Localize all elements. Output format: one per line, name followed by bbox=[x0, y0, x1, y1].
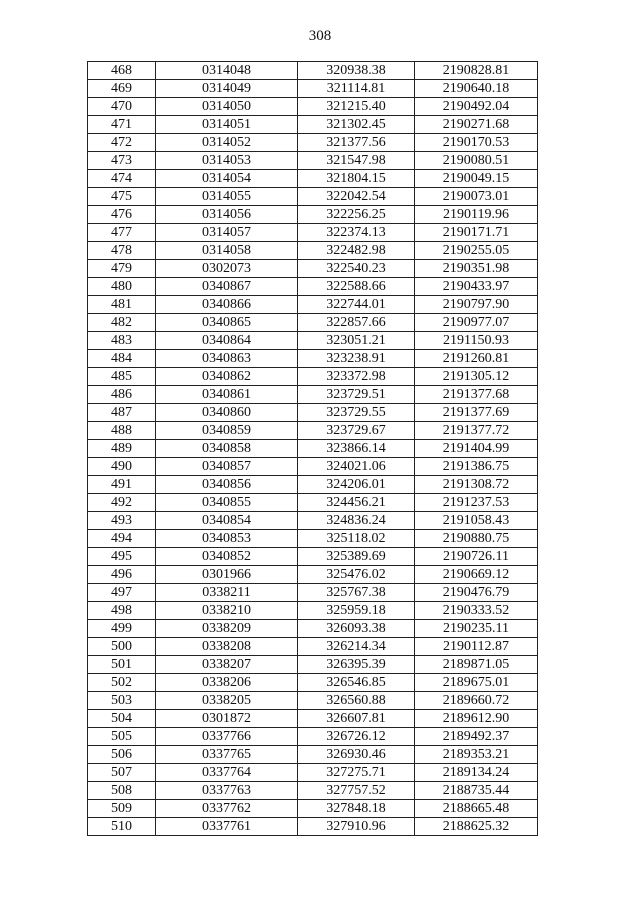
point-code-cell: 0340867 bbox=[156, 278, 298, 296]
x-coordinate-cell: 322482.98 bbox=[298, 242, 415, 260]
x-coordinate-cell: 321215.40 bbox=[298, 98, 415, 116]
point-number-cell: 493 bbox=[88, 512, 156, 530]
y-coordinate-cell: 2190170.53 bbox=[415, 134, 538, 152]
point-code-cell: 0338206 bbox=[156, 674, 298, 692]
table-row bbox=[88, 314, 538, 332]
y-coordinate-cell: 2190351.98 bbox=[415, 260, 538, 278]
point-code-cell: 0314056 bbox=[156, 206, 298, 224]
point-number-cell: 468 bbox=[88, 62, 156, 80]
point-code-cell: 0338210 bbox=[156, 602, 298, 620]
point-number-cell: 477 bbox=[88, 224, 156, 242]
x-coordinate-cell: 322256.25 bbox=[298, 206, 415, 224]
x-coordinate-cell: 322588.66 bbox=[298, 278, 415, 296]
table-row bbox=[88, 170, 538, 188]
point-code-cell: 0337766 bbox=[156, 728, 298, 746]
x-coordinate-cell: 321114.81 bbox=[298, 80, 415, 98]
point-number-cell: 497 bbox=[88, 584, 156, 602]
table-row bbox=[88, 62, 538, 80]
point-number-cell: 491 bbox=[88, 476, 156, 494]
y-coordinate-cell: 2190726.11 bbox=[415, 548, 538, 566]
point-number-cell: 476 bbox=[88, 206, 156, 224]
point-code-cell: 0302073 bbox=[156, 260, 298, 278]
point-number-cell: 480 bbox=[88, 278, 156, 296]
x-coordinate-cell: 322744.01 bbox=[298, 296, 415, 314]
point-code-cell: 0314055 bbox=[156, 188, 298, 206]
point-code-cell: 0314049 bbox=[156, 80, 298, 98]
point-code-cell: 0314058 bbox=[156, 242, 298, 260]
point-code-cell: 0340853 bbox=[156, 530, 298, 548]
x-coordinate-cell: 322042.54 bbox=[298, 188, 415, 206]
point-code-cell: 0340855 bbox=[156, 494, 298, 512]
x-coordinate-cell: 327275.71 bbox=[298, 764, 415, 782]
point-code-cell: 0340852 bbox=[156, 548, 298, 566]
point-number-cell: 472 bbox=[88, 134, 156, 152]
point-code-cell: 0340860 bbox=[156, 404, 298, 422]
x-coordinate-cell: 323051.21 bbox=[298, 332, 415, 350]
x-coordinate-cell: 322540.23 bbox=[298, 260, 415, 278]
point-code-cell: 0340866 bbox=[156, 296, 298, 314]
y-coordinate-cell: 2190828.81 bbox=[415, 62, 538, 80]
point-number-cell: 483 bbox=[88, 332, 156, 350]
x-coordinate-cell: 321377.56 bbox=[298, 134, 415, 152]
x-coordinate-cell: 323238.91 bbox=[298, 350, 415, 368]
point-number-cell: 492 bbox=[88, 494, 156, 512]
point-code-cell: 0340861 bbox=[156, 386, 298, 404]
table-row bbox=[88, 782, 538, 800]
point-code-cell: 0314057 bbox=[156, 224, 298, 242]
table-row bbox=[88, 566, 538, 584]
table-row bbox=[88, 710, 538, 728]
point-number-cell: 482 bbox=[88, 314, 156, 332]
table-row bbox=[88, 116, 538, 134]
point-code-cell: 0337763 bbox=[156, 782, 298, 800]
page-number: 308 bbox=[308, 28, 332, 44]
point-number-cell: 509 bbox=[88, 800, 156, 818]
point-number-cell: 494 bbox=[88, 530, 156, 548]
x-coordinate-cell: 325767.38 bbox=[298, 584, 415, 602]
table-row bbox=[88, 584, 538, 602]
y-coordinate-cell: 2190880.75 bbox=[415, 530, 538, 548]
point-number-cell: 475 bbox=[88, 188, 156, 206]
y-coordinate-cell: 2189675.01 bbox=[415, 674, 538, 692]
y-coordinate-cell: 2190049.15 bbox=[415, 170, 538, 188]
y-coordinate-cell: 2190669.12 bbox=[415, 566, 538, 584]
point-number-cell: 487 bbox=[88, 404, 156, 422]
table-row bbox=[88, 368, 538, 386]
y-coordinate-cell: 2189492.37 bbox=[415, 728, 538, 746]
x-coordinate-cell: 321547.98 bbox=[298, 152, 415, 170]
x-coordinate-cell: 324456.21 bbox=[298, 494, 415, 512]
y-coordinate-cell: 2190333.52 bbox=[415, 602, 538, 620]
table-row bbox=[88, 242, 538, 260]
y-coordinate-cell: 2191377.69 bbox=[415, 404, 538, 422]
point-code-cell: 0340857 bbox=[156, 458, 298, 476]
y-coordinate-cell: 2189353.21 bbox=[415, 746, 538, 764]
y-coordinate-cell: 2191308.72 bbox=[415, 476, 538, 494]
point-number-cell: 470 bbox=[88, 98, 156, 116]
y-coordinate-cell: 2189612.90 bbox=[415, 710, 538, 728]
table-row bbox=[88, 422, 538, 440]
point-number-cell: 489 bbox=[88, 440, 156, 458]
point-number-cell: 485 bbox=[88, 368, 156, 386]
table-row bbox=[88, 602, 538, 620]
x-coordinate-cell: 326546.85 bbox=[298, 674, 415, 692]
point-code-cell: 0314054 bbox=[156, 170, 298, 188]
y-coordinate-cell: 2190171.71 bbox=[415, 224, 538, 242]
point-number-cell: 502 bbox=[88, 674, 156, 692]
table-row bbox=[88, 332, 538, 350]
x-coordinate-cell: 325118.02 bbox=[298, 530, 415, 548]
x-coordinate-cell: 323372.98 bbox=[298, 368, 415, 386]
point-code-cell: 0314053 bbox=[156, 152, 298, 170]
x-coordinate-cell: 327848.18 bbox=[298, 800, 415, 818]
point-number-cell: 499 bbox=[88, 620, 156, 638]
y-coordinate-cell: 2190476.79 bbox=[415, 584, 538, 602]
y-coordinate-cell: 2190119.96 bbox=[415, 206, 538, 224]
table-row bbox=[88, 134, 538, 152]
x-coordinate-cell: 323729.51 bbox=[298, 386, 415, 404]
y-coordinate-cell: 2191377.72 bbox=[415, 422, 538, 440]
table-row bbox=[88, 818, 538, 836]
point-code-cell: 0337761 bbox=[156, 818, 298, 836]
point-code-cell: 0338208 bbox=[156, 638, 298, 656]
point-number-cell: 479 bbox=[88, 260, 156, 278]
x-coordinate-cell: 320938.38 bbox=[298, 62, 415, 80]
point-number-cell: 504 bbox=[88, 710, 156, 728]
point-number-cell: 508 bbox=[88, 782, 156, 800]
y-coordinate-cell: 2191260.81 bbox=[415, 350, 538, 368]
x-coordinate-cell: 326395.39 bbox=[298, 656, 415, 674]
point-number-cell: 473 bbox=[88, 152, 156, 170]
table-row bbox=[88, 80, 538, 98]
point-number-cell: 488 bbox=[88, 422, 156, 440]
point-code-cell: 0338209 bbox=[156, 620, 298, 638]
x-coordinate-cell: 326930.46 bbox=[298, 746, 415, 764]
table-row bbox=[88, 638, 538, 656]
point-number-cell: 505 bbox=[88, 728, 156, 746]
point-code-cell: 0301966 bbox=[156, 566, 298, 584]
point-code-cell: 0340856 bbox=[156, 476, 298, 494]
point-code-cell: 0340858 bbox=[156, 440, 298, 458]
x-coordinate-cell: 326093.38 bbox=[298, 620, 415, 638]
point-number-cell: 478 bbox=[88, 242, 156, 260]
y-coordinate-cell: 2188665.48 bbox=[415, 800, 538, 818]
x-coordinate-cell: 327910.96 bbox=[298, 818, 415, 836]
point-code-cell: 0301872 bbox=[156, 710, 298, 728]
y-coordinate-cell: 2191377.68 bbox=[415, 386, 538, 404]
point-number-cell: 510 bbox=[88, 818, 156, 836]
y-coordinate-cell: 2190797.90 bbox=[415, 296, 538, 314]
table-row bbox=[88, 692, 538, 710]
table-row bbox=[88, 800, 538, 818]
x-coordinate-cell: 326560.88 bbox=[298, 692, 415, 710]
point-number-cell: 498 bbox=[88, 602, 156, 620]
point-code-cell: 0340865 bbox=[156, 314, 298, 332]
table-row bbox=[88, 656, 538, 674]
table-row bbox=[88, 764, 538, 782]
table-row bbox=[88, 152, 538, 170]
table-row bbox=[88, 350, 538, 368]
y-coordinate-cell: 2188625.32 bbox=[415, 818, 538, 836]
point-code-cell: 0338211 bbox=[156, 584, 298, 602]
point-code-cell: 0314051 bbox=[156, 116, 298, 134]
point-code-cell: 0340854 bbox=[156, 512, 298, 530]
table-row bbox=[88, 278, 538, 296]
point-number-cell: 501 bbox=[88, 656, 156, 674]
x-coordinate-cell: 324836.24 bbox=[298, 512, 415, 530]
point-number-cell: 484 bbox=[88, 350, 156, 368]
y-coordinate-cell: 2189660.72 bbox=[415, 692, 538, 710]
y-coordinate-cell: 2191386.75 bbox=[415, 458, 538, 476]
table-row bbox=[88, 674, 538, 692]
y-coordinate-cell: 2190433.97 bbox=[415, 278, 538, 296]
table-row bbox=[88, 458, 538, 476]
point-code-cell: 0340859 bbox=[156, 422, 298, 440]
point-number-cell: 500 bbox=[88, 638, 156, 656]
point-number-cell: 474 bbox=[88, 170, 156, 188]
table-row bbox=[88, 188, 538, 206]
point-code-cell: 0338205 bbox=[156, 692, 298, 710]
table-row bbox=[88, 548, 538, 566]
y-coordinate-cell: 2191150.93 bbox=[415, 332, 538, 350]
x-coordinate-cell: 325476.02 bbox=[298, 566, 415, 584]
table-row bbox=[88, 404, 538, 422]
x-coordinate-cell: 321302.45 bbox=[298, 116, 415, 134]
table-row bbox=[88, 476, 538, 494]
x-coordinate-cell: 322857.66 bbox=[298, 314, 415, 332]
table-row bbox=[88, 620, 538, 638]
x-coordinate-cell: 326607.81 bbox=[298, 710, 415, 728]
point-code-cell: 0337762 bbox=[156, 800, 298, 818]
x-coordinate-cell: 324206.01 bbox=[298, 476, 415, 494]
table-row bbox=[88, 746, 538, 764]
table-row bbox=[88, 494, 538, 512]
point-code-cell: 0340862 bbox=[156, 368, 298, 386]
y-coordinate-cell: 2189871.05 bbox=[415, 656, 538, 674]
y-coordinate-cell: 2191058.43 bbox=[415, 512, 538, 530]
point-code-cell: 0340863 bbox=[156, 350, 298, 368]
y-coordinate-cell: 2190640.18 bbox=[415, 80, 538, 98]
table-row bbox=[88, 440, 538, 458]
y-coordinate-cell: 2190255.05 bbox=[415, 242, 538, 260]
point-number-cell: 503 bbox=[88, 692, 156, 710]
point-number-cell: 495 bbox=[88, 548, 156, 566]
x-coordinate-cell: 321804.15 bbox=[298, 170, 415, 188]
point-code-cell: 0340864 bbox=[156, 332, 298, 350]
y-coordinate-cell: 2191305.12 bbox=[415, 368, 538, 386]
point-number-cell: 469 bbox=[88, 80, 156, 98]
y-coordinate-cell: 2188735.44 bbox=[415, 782, 538, 800]
point-code-cell: 0314050 bbox=[156, 98, 298, 116]
x-coordinate-cell: 326726.12 bbox=[298, 728, 415, 746]
point-code-cell: 0314048 bbox=[156, 62, 298, 80]
table-row bbox=[88, 206, 538, 224]
y-coordinate-cell: 2190073.01 bbox=[415, 188, 538, 206]
point-number-cell: 486 bbox=[88, 386, 156, 404]
x-coordinate-cell: 325389.69 bbox=[298, 548, 415, 566]
point-number-cell: 481 bbox=[88, 296, 156, 314]
y-coordinate-cell: 2189134.24 bbox=[415, 764, 538, 782]
table-row bbox=[88, 728, 538, 746]
table-row bbox=[88, 386, 538, 404]
y-coordinate-cell: 2190977.07 bbox=[415, 314, 538, 332]
point-number-cell: 496 bbox=[88, 566, 156, 584]
y-coordinate-cell: 2191404.99 bbox=[415, 440, 538, 458]
table-body bbox=[88, 62, 538, 836]
table-row bbox=[88, 224, 538, 242]
x-coordinate-cell: 323866.14 bbox=[298, 440, 415, 458]
point-code-cell: 0337764 bbox=[156, 764, 298, 782]
point-code-cell: 0314052 bbox=[156, 134, 298, 152]
y-coordinate-cell: 2190112.87 bbox=[415, 638, 538, 656]
x-coordinate-cell: 324021.06 bbox=[298, 458, 415, 476]
point-code-cell: 0338207 bbox=[156, 656, 298, 674]
y-coordinate-cell: 2190492.04 bbox=[415, 98, 538, 116]
y-coordinate-cell: 2191237.53 bbox=[415, 494, 538, 512]
y-coordinate-cell: 2190235.11 bbox=[415, 620, 538, 638]
point-code-cell: 0337765 bbox=[156, 746, 298, 764]
table-row bbox=[88, 98, 538, 116]
table-row bbox=[88, 296, 538, 314]
x-coordinate-cell: 327757.52 bbox=[298, 782, 415, 800]
point-number-cell: 490 bbox=[88, 458, 156, 476]
point-number-cell: 471 bbox=[88, 116, 156, 134]
point-number-cell: 506 bbox=[88, 746, 156, 764]
table-row bbox=[88, 530, 538, 548]
x-coordinate-cell: 326214.34 bbox=[298, 638, 415, 656]
table-row bbox=[88, 512, 538, 530]
coordinates-table bbox=[87, 61, 538, 836]
x-coordinate-cell: 325959.18 bbox=[298, 602, 415, 620]
table-row bbox=[88, 260, 538, 278]
point-number-cell: 507 bbox=[88, 764, 156, 782]
x-coordinate-cell: 323729.55 bbox=[298, 404, 415, 422]
x-coordinate-cell: 322374.13 bbox=[298, 224, 415, 242]
y-coordinate-cell: 2190080.51 bbox=[415, 152, 538, 170]
x-coordinate-cell: 323729.67 bbox=[298, 422, 415, 440]
y-coordinate-cell: 2190271.68 bbox=[415, 116, 538, 134]
